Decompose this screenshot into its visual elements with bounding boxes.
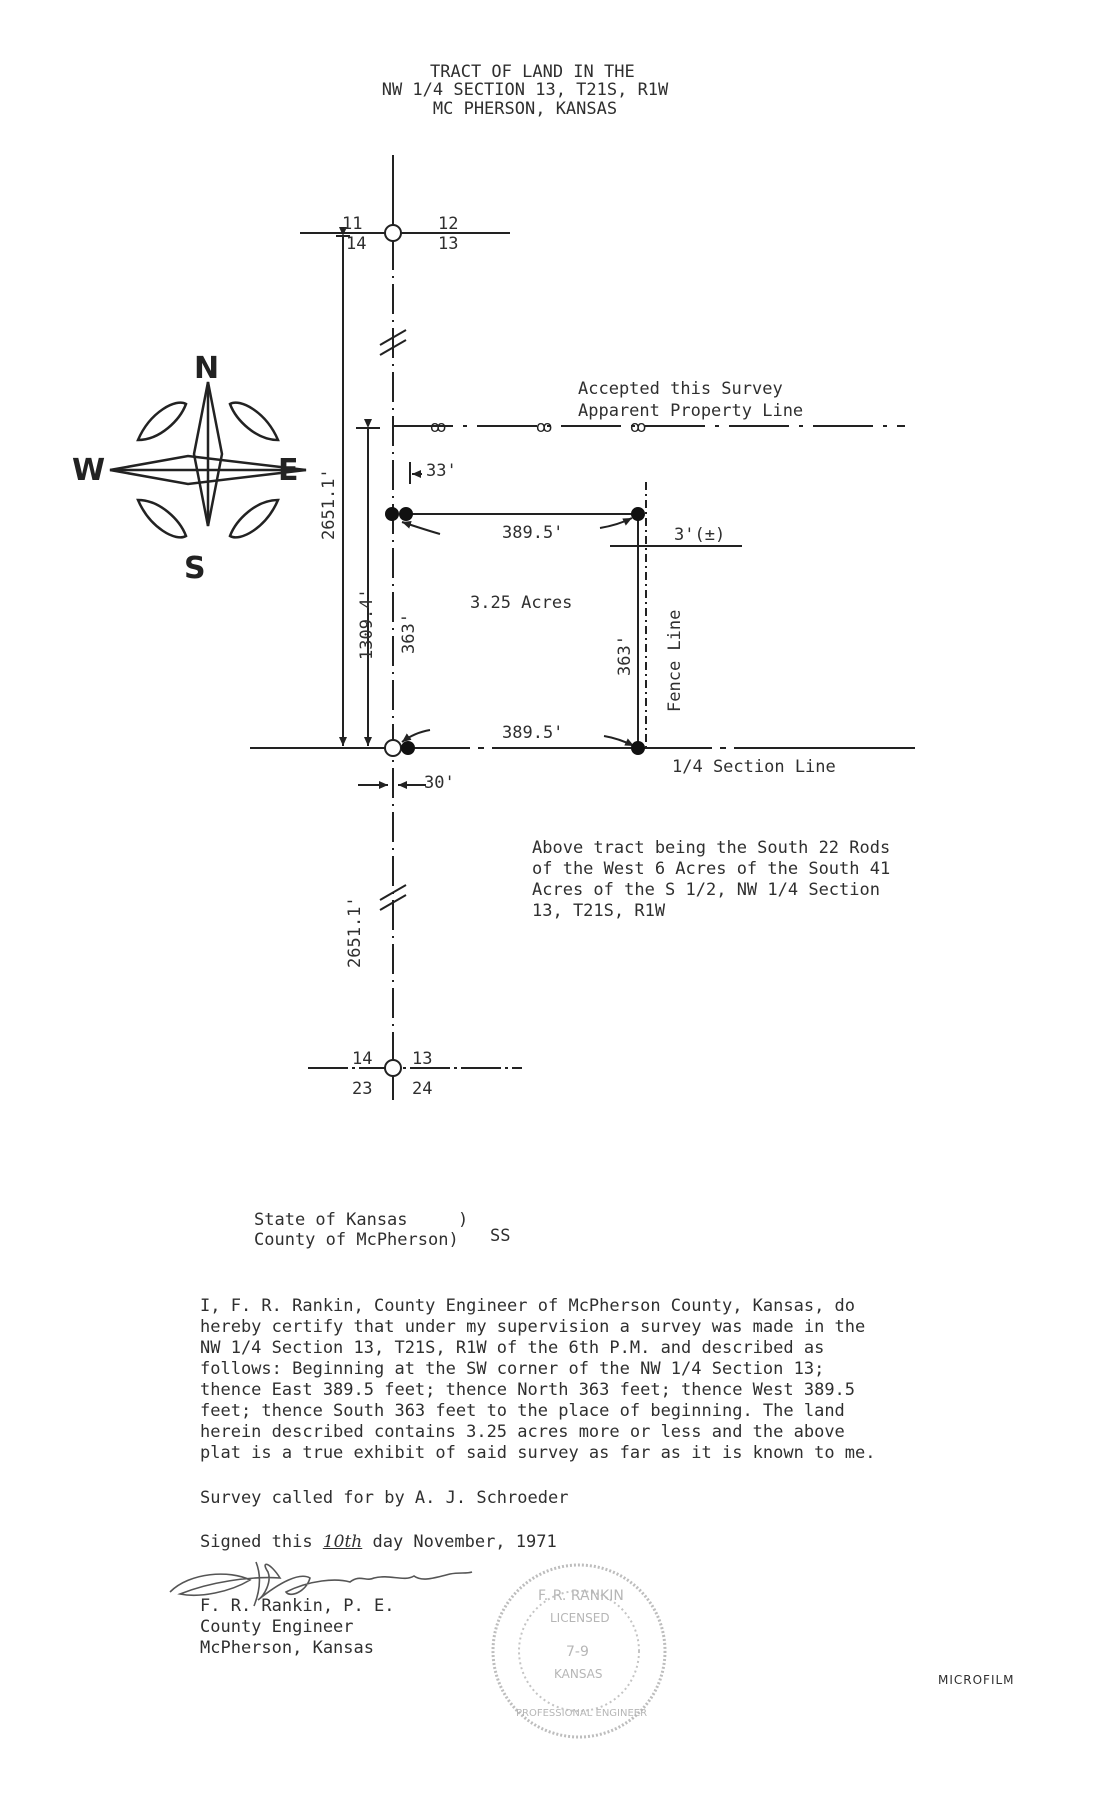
signed-day: 10th: [322, 1532, 363, 1552]
dim-south-side: 389.5': [502, 723, 564, 743]
signer-role: County Engineer: [200, 1617, 354, 1637]
survey-called-for: Survey called for by A. J. Schroeder: [200, 1488, 569, 1508]
quarter-corner: [385, 740, 401, 756]
dim-north-side: 389.5': [502, 523, 564, 543]
dim-33: 33': [426, 461, 457, 481]
signed-prefix: Signed this: [200, 1532, 323, 1552]
venue-paren: ): [458, 1210, 469, 1230]
signed-suffix: day November, 1971: [362, 1532, 557, 1552]
tract-description-line: Acres of the S 1/2, NW 1/4 Section: [532, 880, 880, 900]
certification-line: plat is a true exhibit of said survey as far as it is known to me.: [200, 1443, 876, 1463]
signer-name: F. R. Rankin, P. E.: [200, 1596, 395, 1616]
section-num-11: 11: [342, 214, 363, 234]
certification-line: herein described contains 3.25 acres more or less and the above: [200, 1422, 845, 1442]
section-num-12: 12: [438, 214, 459, 234]
tract-description-line: 13, T21S, R1W: [532, 901, 666, 921]
dim-lower-total: 2651.1': [345, 896, 365, 968]
certification-line: I, F. R. Rankin, County Engineer of McPherson County, Kansas, do: [200, 1296, 856, 1316]
quarter-line-label: 1/4 Section Line: [672, 757, 836, 777]
certification-line: hereby certify that under my supervision a survey was made in the: [200, 1317, 866, 1337]
title-line-3: MC PHERSON, KANSAS: [432, 99, 618, 119]
section-num-14-bot: 14: [352, 1049, 373, 1069]
svg-text:ꝏ: ꝏ: [536, 417, 553, 436]
svg-text:ꝏ: ꝏ: [630, 417, 647, 436]
title-line-1: TRACT OF LAND IN THE: [430, 62, 635, 82]
svg-text:ꝏ: ꝏ: [430, 417, 447, 436]
certification-line: feet; thence South 363 feet to the place of beginning. The land: [200, 1401, 845, 1421]
seal-mid: LICENSED: [550, 1611, 610, 1625]
compass-east: E: [278, 453, 299, 488]
signature-block: [200, 1596, 394, 1659]
tract-description-line: of the West 6 Acres of the South 41: [532, 859, 891, 879]
signer-place: McPherson, Kansas: [200, 1638, 374, 1658]
dim-upper-total: 2651.1': [319, 468, 339, 540]
dim-half: 1309.4': [357, 588, 377, 660]
seal-top: F. R. RANKIN: [538, 1588, 624, 1604]
seal-state: KANSAS: [554, 1667, 603, 1681]
seal-num: 7-9: [566, 1644, 589, 1660]
dim-east-side: 363': [615, 635, 635, 676]
microfilm-stamp: MICROFILM: [938, 1673, 1015, 1687]
certification-line: follows: Beginning at the SW corner of the NW 1/4 Section 13;: [200, 1359, 825, 1379]
apparent-line-label: Apparent Property Line: [578, 401, 804, 421]
compass-south: S: [184, 551, 206, 586]
venue-state: State of Kansas: [254, 1210, 408, 1230]
tract-description: [532, 838, 890, 922]
compass-north: N: [194, 351, 220, 386]
section-num-24: 24: [412, 1079, 433, 1099]
dim-30: 30': [424, 773, 455, 793]
compass-west: W: [72, 453, 106, 488]
section-corner-top: [385, 225, 401, 241]
seal-bottom: PROFESSIONAL ENGINEER: [516, 1708, 648, 1719]
section-num-14-top: 14: [346, 234, 367, 254]
acres-label: 3.25 Acres: [470, 593, 573, 613]
certification-line: NW 1/4 Section 13, T21S, R1W of the 6th P.M. and described as: [200, 1338, 825, 1358]
compass-rose-icon: [110, 382, 306, 537]
engineer-seal-icon: [488, 1560, 670, 1742]
dim-west-side: 363': [399, 613, 419, 654]
title-line-2: NW 1/4 SECTION 13, T21S, R1W: [381, 80, 669, 100]
fence-line-label: Fence Line: [665, 609, 685, 712]
section-num-23: 23: [352, 1079, 373, 1099]
signed-date: [200, 1532, 557, 1552]
certification-text: [200, 1296, 876, 1464]
dim-3: 3'(±): [674, 525, 726, 545]
certification-line: thence East 389.5 feet; thence North 363 feet; thence West 389.5: [200, 1380, 856, 1400]
section-num-13-top: 13: [438, 234, 459, 254]
tract-description-line: Above tract being the South 22 Rods: [532, 838, 891, 858]
accepted-label: Accepted this Survey: [578, 379, 783, 399]
section-num-13-bot: 13: [412, 1049, 433, 1069]
section-corner-bottom: [385, 1060, 401, 1076]
venue-ss: SS: [490, 1226, 511, 1246]
venue-county: County of McPherson): [254, 1230, 459, 1250]
